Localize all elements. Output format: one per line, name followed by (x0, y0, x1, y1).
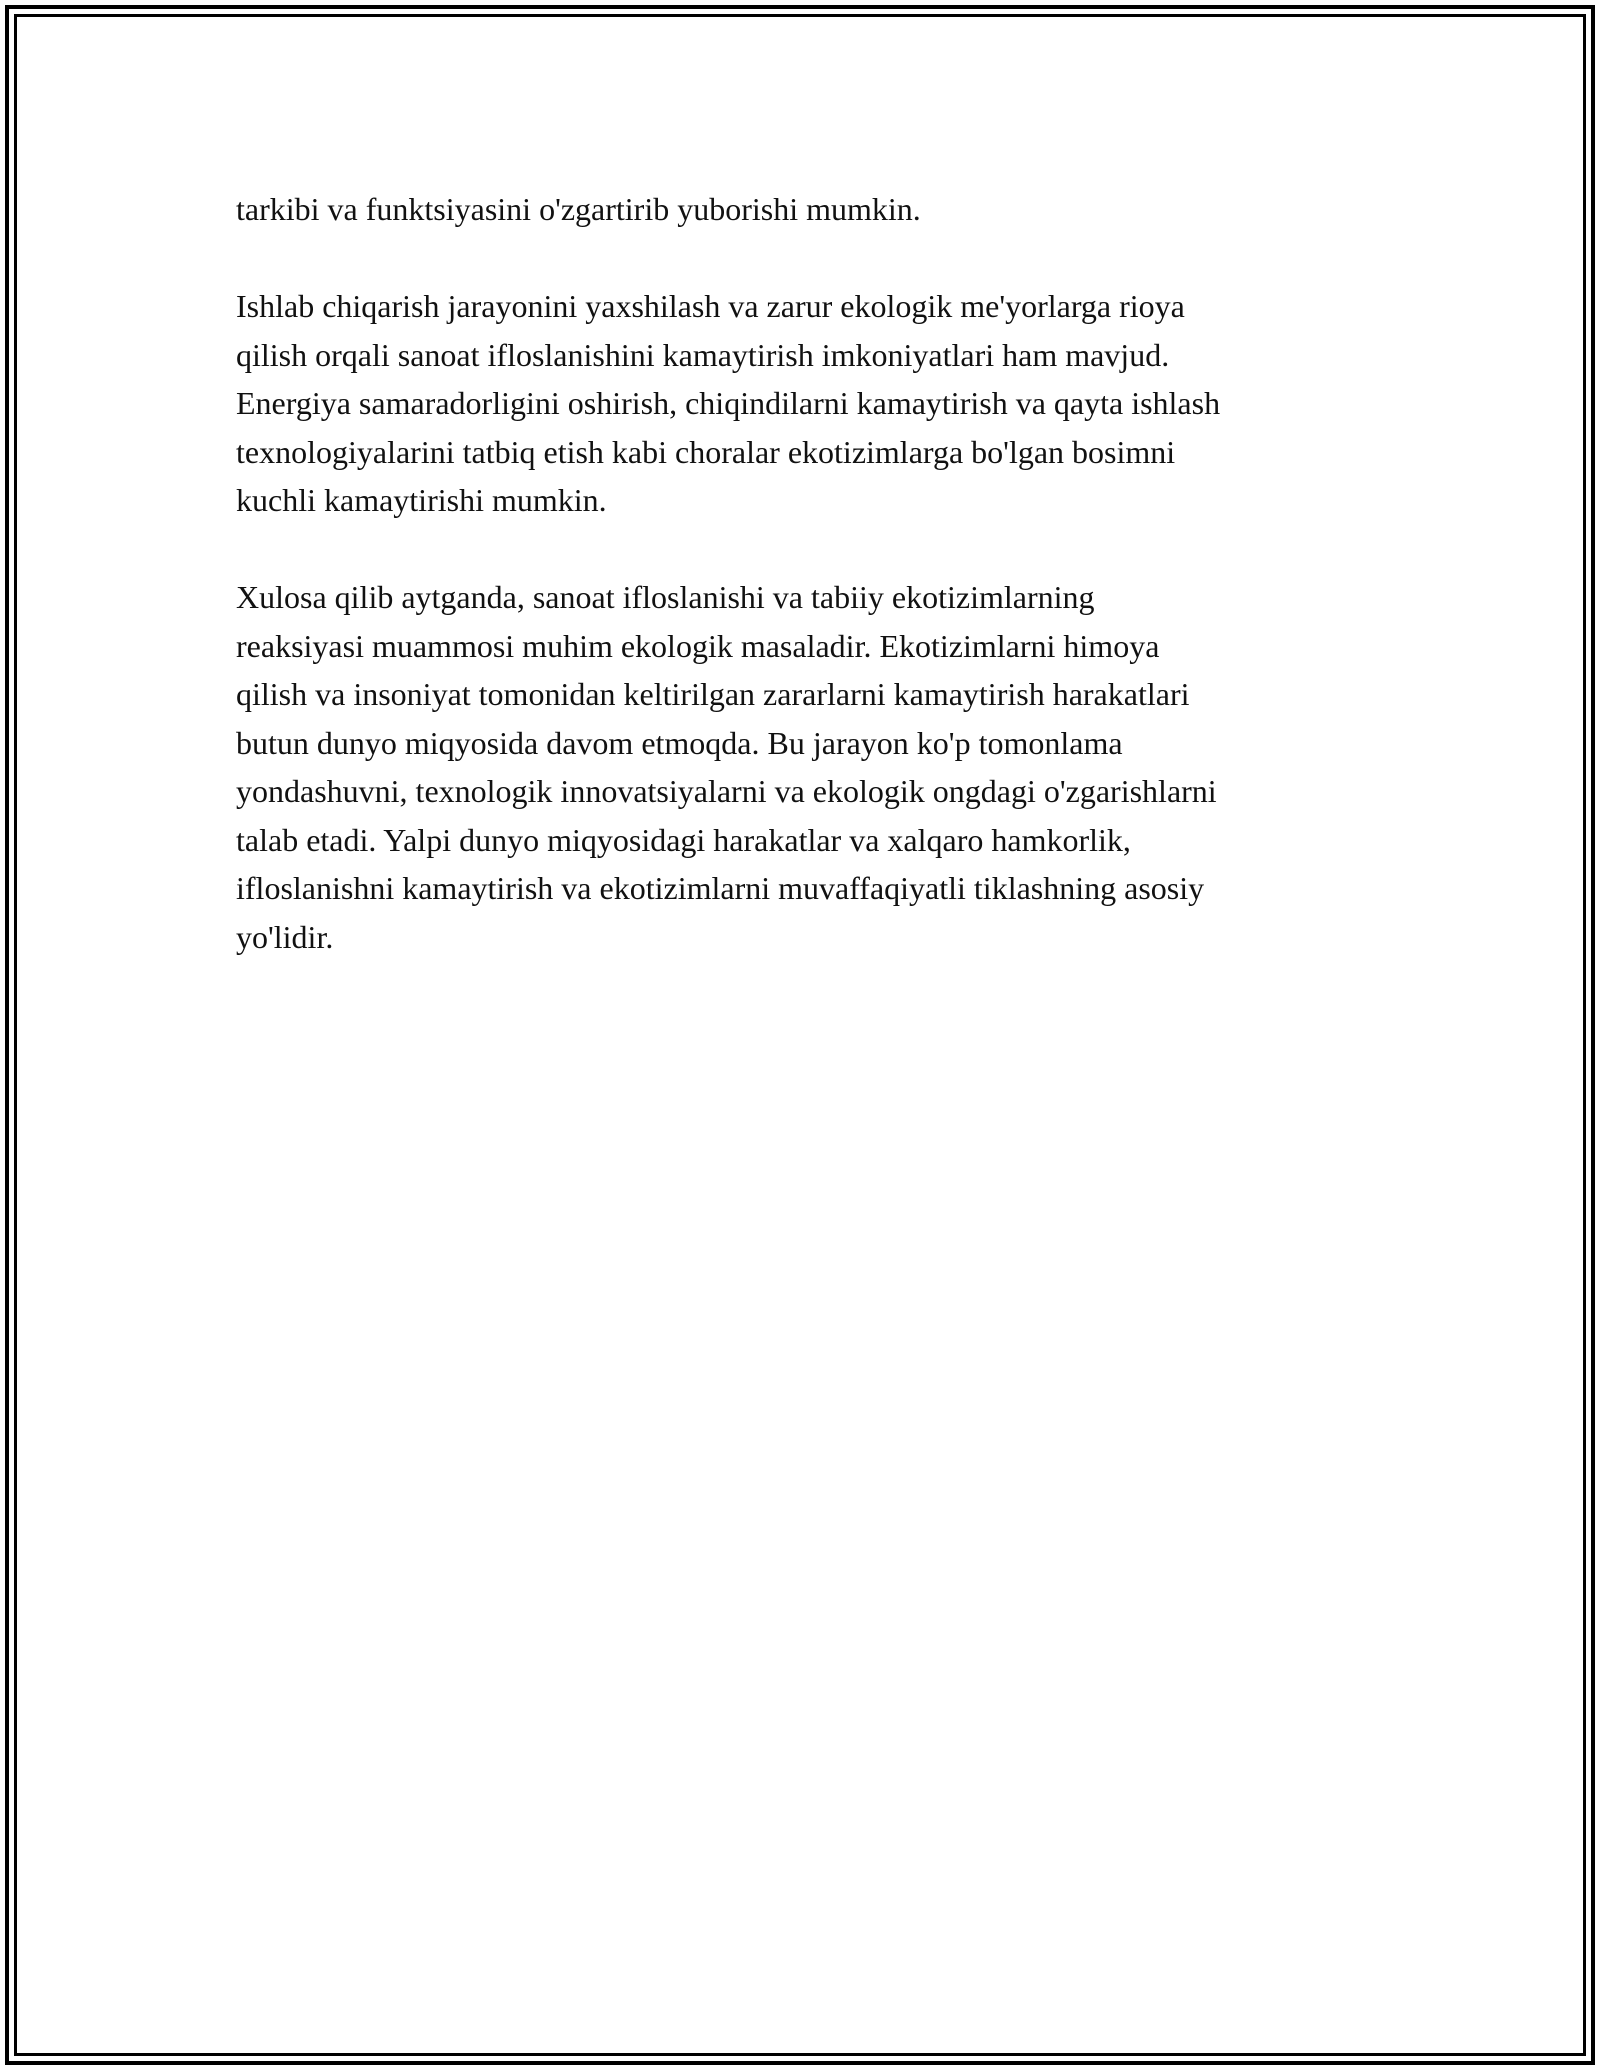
text-line: qilish orqali sanoat ifloslanishini kamaytirish imkoniyatlari ham mavjud. (236, 336, 1170, 373)
text-line: yo'lidir. (236, 918, 334, 955)
text-line: qilish va insoniyat tomonidan keltirilgan zararlarni kamaytirish harakatlari (236, 676, 1190, 712)
text-line: talab etadi. Yalpi dunyo miqyosidagi harakatlar va xalqaro hamkorlik, (236, 821, 1131, 858)
paragraph (236, 185, 1376, 234)
text-line: yondashuvni, texnologik innovatsiyalarni va ekologik ongdagi o'zgarishlarni (236, 773, 1217, 809)
document-body (236, 185, 1376, 1010)
text-line: texnologiyalarini tatbiq etish kabi choralar ekotizimlarga bo'lgan bosimni (236, 433, 1176, 470)
text-line: kuchli kamaytirishi mumkin. (236, 482, 607, 518)
text-line: butun dunyo miqyosida davom etmoqda. Bu jarayon ko'p tomonlama (236, 724, 1123, 761)
text-line: Xulosa qilib aytganda, sanoat ifloslanishi va tabiiy ekotizimlarning (236, 579, 1095, 615)
text-line: Energiya samaradorligini oshirish, chiqindilarni kamaytirish va qayta ishlash (236, 385, 1221, 421)
text-line: tarkibi va funktsiyasini o'zgartirib yuborishi mumkin. (236, 191, 921, 227)
text-line: ifloslanishni kamaytirish va ekotizimlarni muvaffaqiyatli tiklashning asosiy (236, 870, 1205, 906)
text-line: reaksiyasi muammosi muhim ekologik masaladir. Ekotizimlarni himoya (236, 627, 1160, 664)
paragraph (236, 573, 1376, 961)
paragraph (236, 282, 1376, 525)
text-line: Ishlab chiqarish jarayonini yaxshilash va zarur ekologik me'yorlarga rioya (236, 288, 1185, 324)
